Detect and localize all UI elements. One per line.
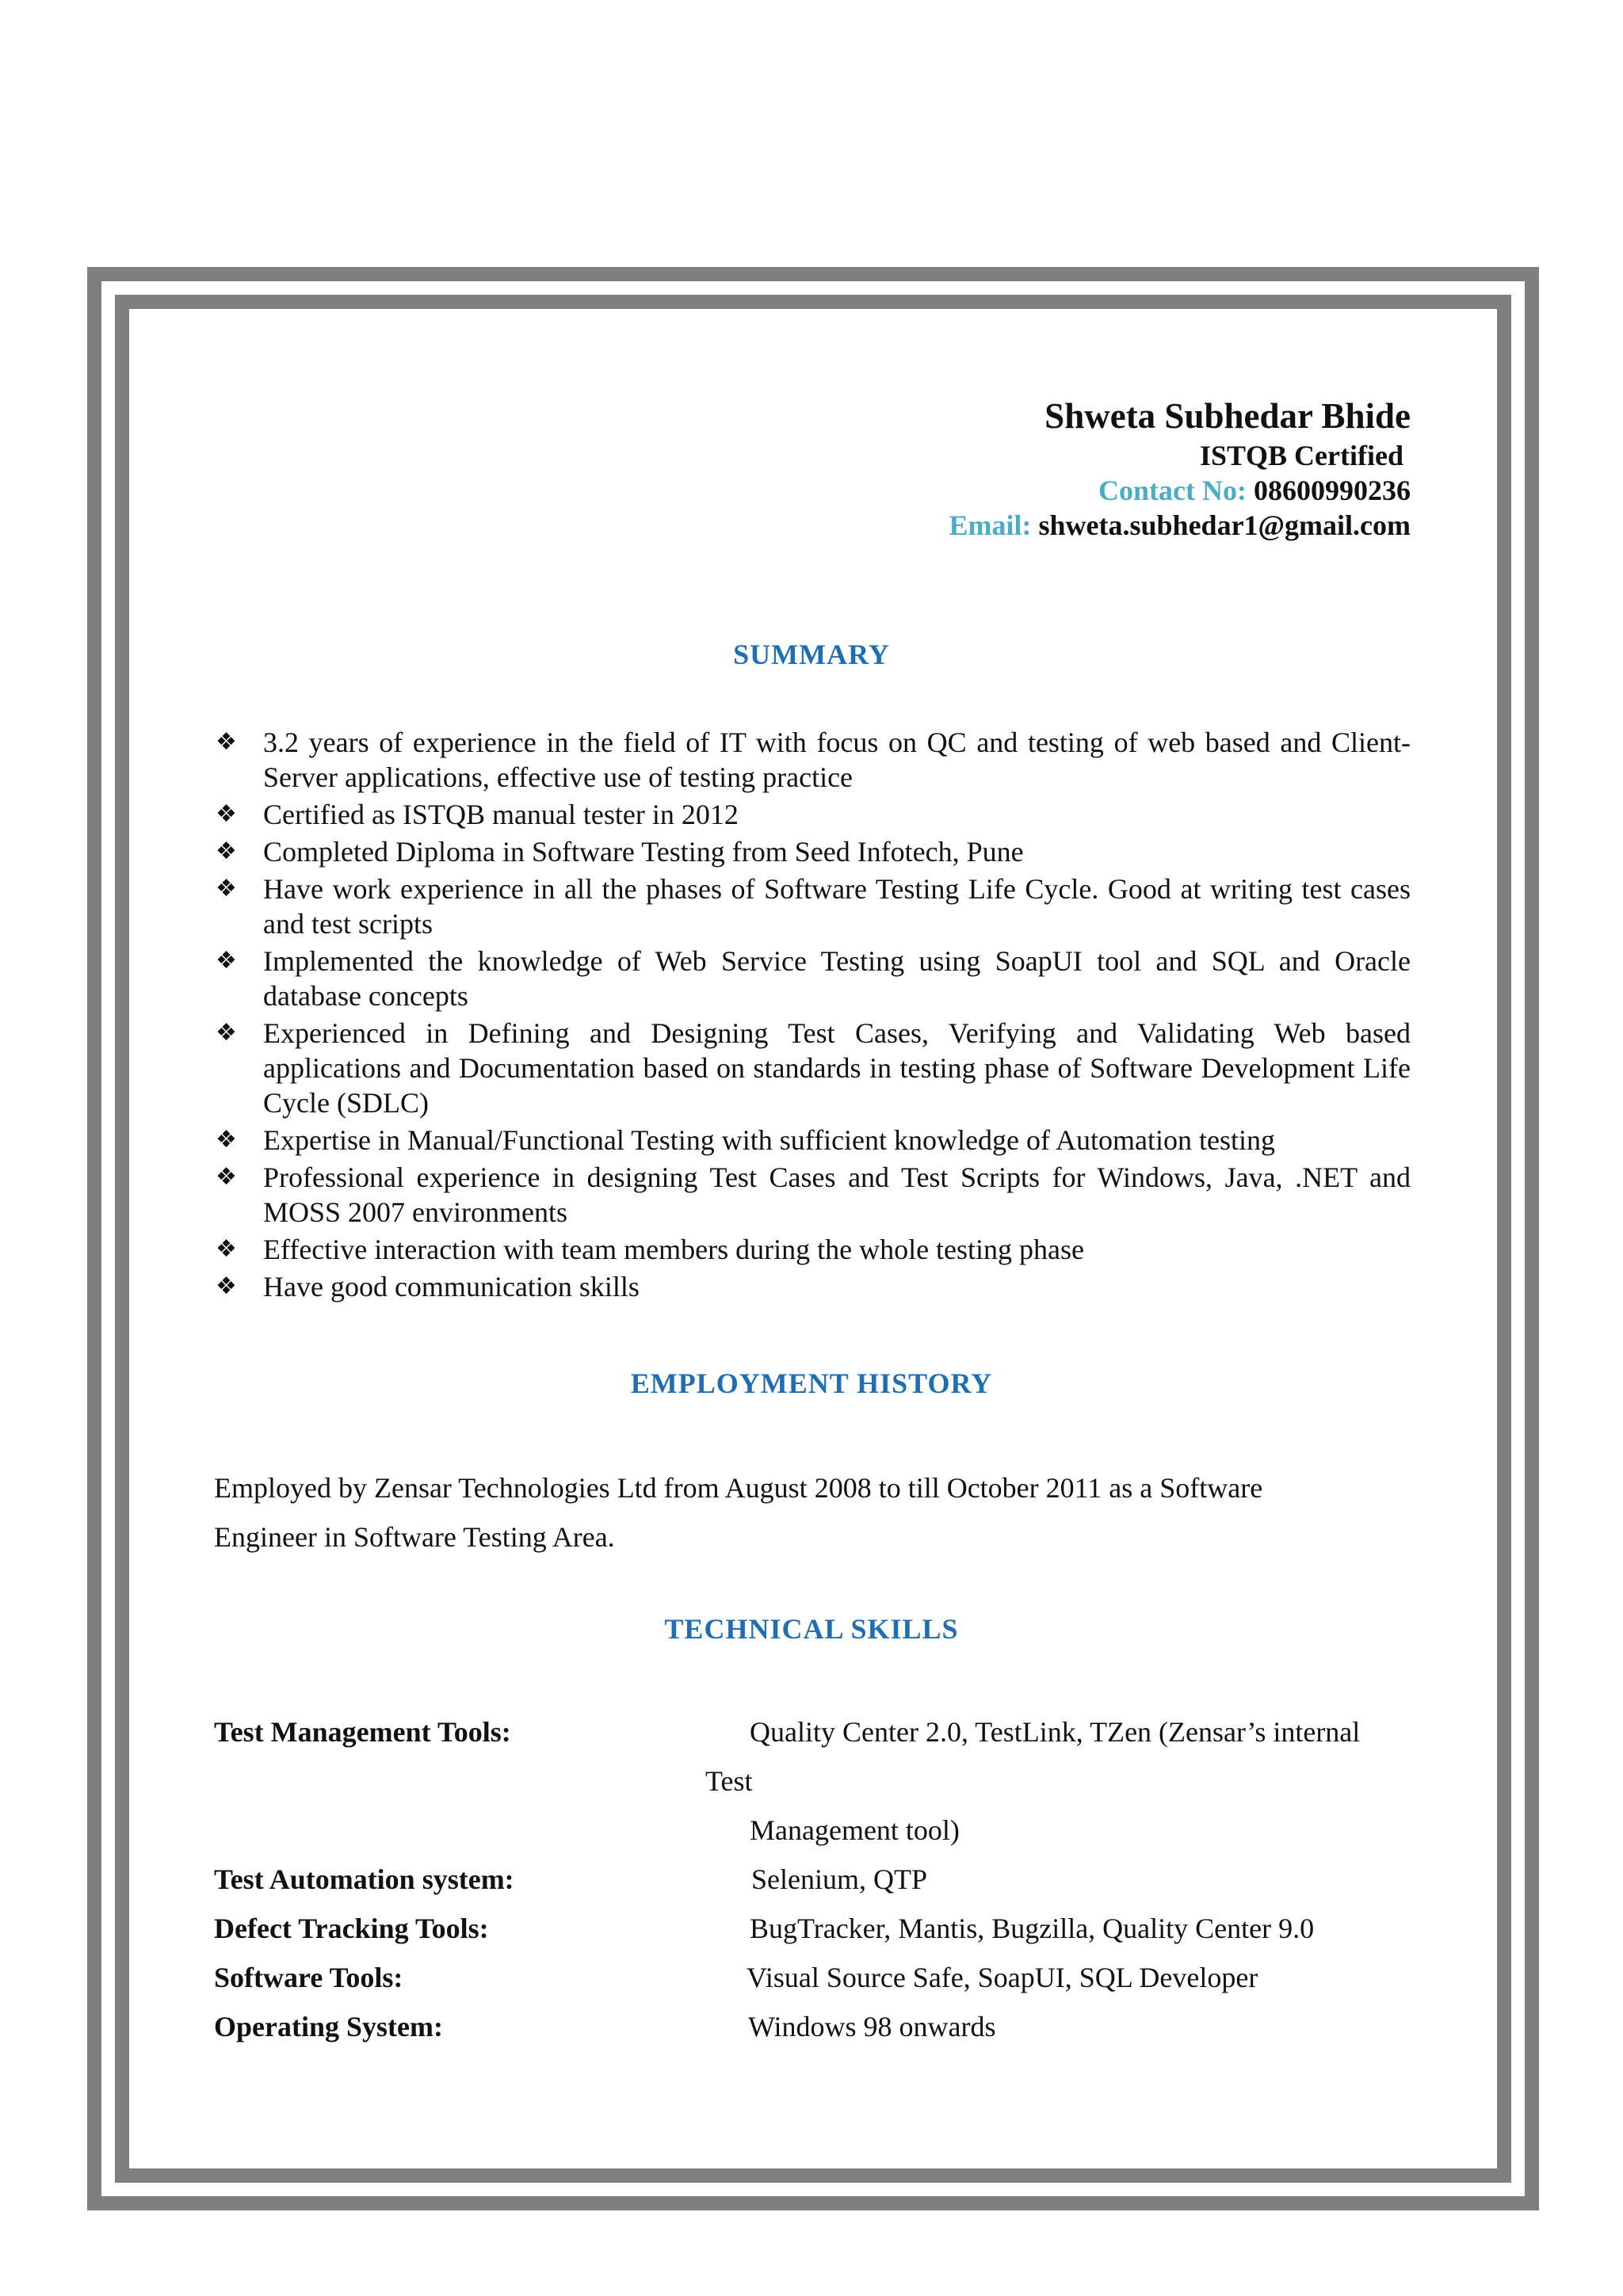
email-line (949, 508, 1411, 543)
diamond-bullet-icon: ❖ (216, 947, 237, 974)
skill-label: Software Tools: (214, 1962, 403, 1993)
skill-value-continuation: Management tool) (750, 1814, 960, 1846)
skills-table (214, 1707, 1419, 2051)
diamond-bullet-icon: ❖ (216, 1235, 237, 1263)
employment-heading: EMPLOYMENT HISTORY (630, 1367, 993, 1399)
skill-value: Selenium, QTP (751, 1863, 927, 1895)
skill-value: BugTracker, Mantis, Bugzilla, Quality Center 9.0 (750, 1913, 1315, 1944)
email-value: shweta.subhedar1@gmail.com (1038, 509, 1411, 541)
employment-line: Employed by Zensar Technologies Ltd from August 2008 to till October 2011 as a Software (214, 1472, 1263, 1504)
resume-header (949, 394, 1411, 543)
employment-text (214, 1463, 1403, 1562)
skill-row (214, 1904, 1419, 1953)
diamond-bullet-icon: ❖ (216, 1163, 237, 1191)
skill-label: Test Management Tools: (214, 1716, 511, 1748)
diamond-bullet-icon: ❖ (216, 1019, 237, 1047)
diamond-bullet-icon: ❖ (216, 800, 237, 828)
skill-value: Quality Center 2.0, TestLink, TZen (Zensar’s internal (750, 1716, 1361, 1748)
diamond-bullet-icon: ❖ (216, 1126, 237, 1154)
diamond-bullet-icon: ❖ (216, 728, 237, 756)
skill-label: Operating System: (214, 2011, 443, 2042)
skill-row (214, 1707, 1419, 1756)
skill-value: Windows 98 onwards (748, 2011, 996, 2042)
skill-label: Test Automation system: (214, 1863, 514, 1895)
skill-row (214, 2002, 1419, 2051)
contact-value: 08600990236 (1254, 475, 1411, 506)
skill-row (214, 1756, 1419, 1806)
skill-value: Visual Source Safe, SoapUI, SQL Developer (747, 1962, 1258, 1993)
contact-line (949, 473, 1411, 508)
certification (949, 438, 1411, 473)
contact-label: Contact No: (1098, 475, 1247, 506)
candidate-name: Shweta Subhedar Bhide (1044, 396, 1411, 436)
summary-item: ❖ Have work experience in all the phases of Software Testing Life Cycle. Good at writing test cases and test scripts (216, 873, 1411, 940)
skills-heading: TECHNICAL SKILLS (664, 1613, 959, 1645)
summary-item: ❖ Professional experience in designing Test Cases and Test Scripts for Windows, Java, .NET and MOSS 2007 environments (216, 1161, 1411, 1228)
summary-heading: SUMMARY (733, 639, 890, 670)
summary-item: ❖ Implemented the knowledge of Web Service Testing using SoapUI tool and SQL and Oracle database concepts (216, 945, 1411, 1012)
summary-list (214, 725, 1411, 1306)
skill-row (214, 1855, 1419, 1904)
summary-item: ❖ Have good communication skills (216, 1271, 640, 1302)
summary-item: ❖ Effective interaction with team members during the whole testing phase (216, 1234, 1085, 1265)
summary-item: ❖ Completed Diploma in Software Testing from Seed Infotech, Pune (216, 836, 1024, 868)
employment-line: Engineer in Software Testing Area. (214, 1521, 615, 1553)
summary-item: ❖ 3.2 years of experience in the field of IT with focus on QC and testing of web based and Client-Server applications, effective use of testing practice (216, 727, 1411, 793)
certification-text: ISTQB Certified (1200, 440, 1403, 471)
skill-value-continuation: Test (705, 1765, 753, 1797)
skill-label: Defect Tracking Tools: (214, 1913, 489, 1944)
diamond-bullet-icon: ❖ (216, 837, 237, 865)
summary-item: ❖ Certified as ISTQB manual tester in 2012 (216, 799, 739, 830)
skill-row (214, 1806, 1419, 1855)
summary-item: ❖ Experienced in Defining and Designing Test Cases, Verifying and Validating Web based applications and Documentation based on standards in testing phase of Software Development Life Cycle (SDLC) (216, 1017, 1411, 1119)
diamond-bullet-icon: ❖ (216, 1272, 237, 1300)
summary-item: ❖ Expertise in Manual/Functional Testing with sufficient knowledge of Automation testing (216, 1124, 1275, 1156)
skill-row (214, 1953, 1419, 2002)
diamond-bullet-icon: ❖ (216, 875, 237, 902)
email-label: Email: (949, 509, 1032, 541)
